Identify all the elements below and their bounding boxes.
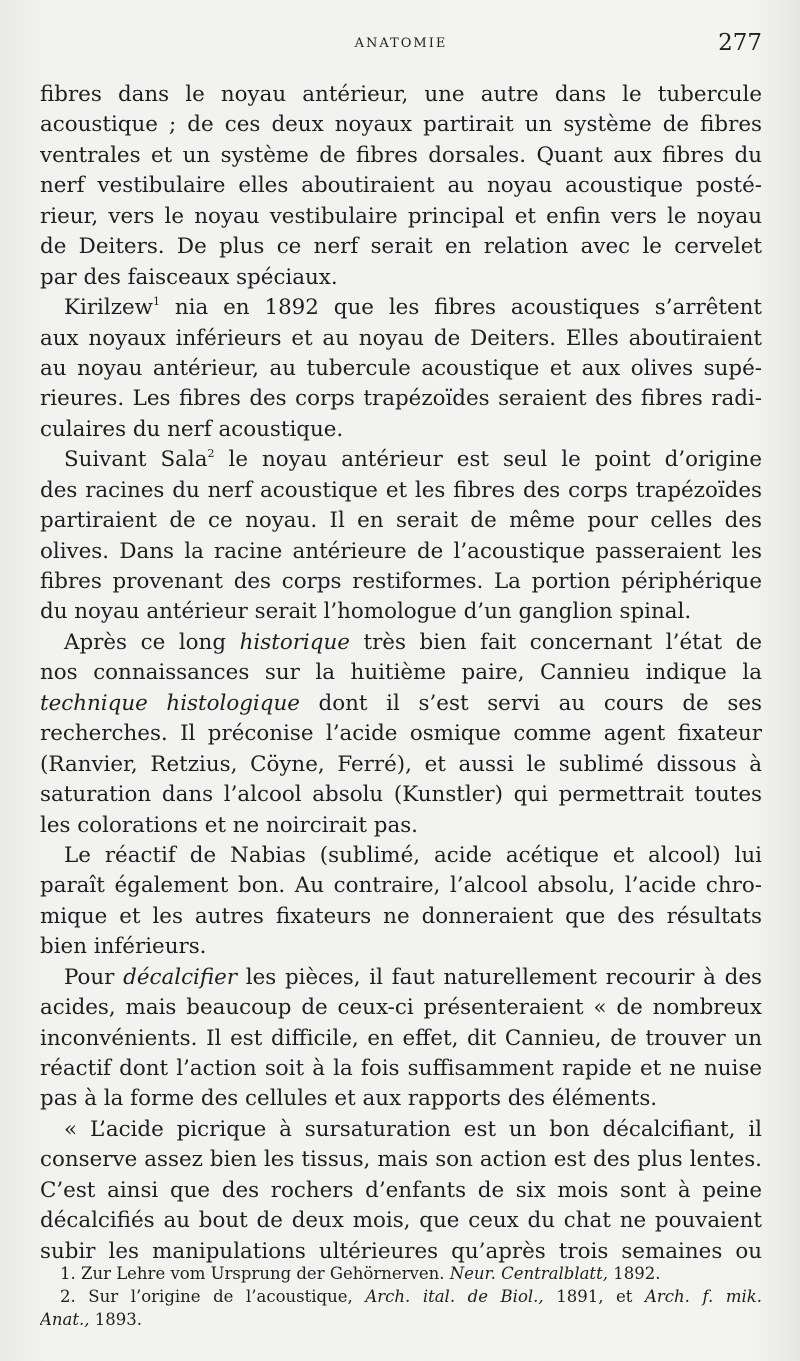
text-line: bien inférieurs. bbox=[40, 934, 207, 960]
text-line: subir les manipulations ultérieures qu’après trois semaines ou bbox=[40, 1238, 762, 1264]
page-number: 277 bbox=[718, 30, 762, 56]
footnote-1 bbox=[40, 1262, 762, 1285]
footnote-text: 2. Sur l’origine de l’acoustique, bbox=[60, 1287, 366, 1306]
text-line bbox=[40, 445, 762, 475]
journal-title: Arch. f. mik. bbox=[645, 1287, 762, 1306]
text-line: culaires du nerf acoustique. bbox=[40, 416, 344, 442]
text-line: « L’acide picrique à sursaturation est un bon décalcifiant, il bbox=[64, 1116, 762, 1142]
text-line bbox=[40, 963, 762, 993]
footnote-2 bbox=[40, 1285, 762, 1308]
text-line: Le réactif de Nabias (sublimé, acide acétique et alcool) lui bbox=[64, 842, 762, 868]
footnote-2-continued bbox=[40, 1308, 762, 1331]
text-line: (Ranvier, Retzius, Cöyne, Ferré), et aussi le sublimé dissous à bbox=[40, 751, 762, 777]
text-line: saturation dans l’alcool absolu (Kunstler) qui permettrait toutes bbox=[40, 782, 762, 808]
text-segment: très bien fait concernant l’état de bbox=[349, 629, 762, 655]
text-line: des racines du nerf acoustique et les fibres des corps trapézoïdes bbox=[40, 477, 762, 503]
text-line: olives. Dans la racine antérieure de l’acoustique passeraient les bbox=[40, 538, 762, 564]
text-line: recherches. Il préconise l’acide osmique comme agent fixateur bbox=[40, 721, 762, 747]
footnote-text: 1891, et bbox=[543, 1287, 645, 1306]
text-line bbox=[40, 628, 762, 658]
journal-title: Anat., bbox=[40, 1310, 90, 1329]
text-line: du noyau antérieur serait l’homologue d’un ganglion spinal. bbox=[40, 599, 692, 625]
text-line: décalcifiés au bout de deux mois, que ceux du chat ne pouvaient bbox=[40, 1208, 762, 1234]
text-line: pas à la forme des cellules et aux rapports des éléments. bbox=[40, 1086, 658, 1112]
italic-term: technique histologique bbox=[40, 690, 300, 716]
text-line: réactif dont l’action soit à la fois suffisamment rapide et ne nuise bbox=[40, 1056, 762, 1081]
text-line: les colorations et ne noircirait pas. bbox=[40, 812, 418, 838]
text-line: rieures. Les fibres des corps trapézoïdes seraient des fibres radi- bbox=[40, 386, 762, 412]
italic-term: historique bbox=[239, 629, 350, 655]
footnote-text: 1. Zur Lehre vom Ursprung der Gehörnerven. bbox=[60, 1264, 450, 1283]
text-line: fibres provenant des corps restiformes. La portion périphérique bbox=[40, 569, 762, 594]
text-segment: le noyau antérieur est seul le point d’origine bbox=[214, 447, 762, 473]
text-line: inconvénients. Il est difficile, en effet, dit Cannieu, de trouver un bbox=[40, 1025, 762, 1051]
text-line: au noyau antérieur, au tubercule acoustique et aux olives supé- bbox=[40, 355, 762, 381]
text-line: par des faisceaux spéciaux. bbox=[40, 264, 338, 290]
text-line: partiraient de ce noyau. Il en serait de même pour celles des bbox=[40, 508, 762, 534]
italic-term: décalcifier bbox=[123, 964, 238, 990]
text-line: acoustique ; de ces deux noyaux partirait un système de fibres bbox=[40, 112, 762, 138]
journal-title: Arch. ital. de Biol., bbox=[365, 1287, 544, 1306]
text-segment: Pour bbox=[64, 964, 124, 990]
text-line: rieur, vers le noyau vestibulaire principal et enfin vers le noyau bbox=[40, 203, 762, 229]
text-line bbox=[40, 689, 762, 719]
text-line: aux noyaux inférieurs et au noyau de Deiters. Elles aboutiraient bbox=[40, 325, 762, 351]
running-head: ANATOMIE bbox=[354, 36, 448, 51]
footnote-text: 1893. bbox=[89, 1310, 142, 1329]
footnote-text: 1892. bbox=[607, 1264, 661, 1283]
author-name: Kirilzew bbox=[64, 295, 153, 321]
text-line: nerf vestibulaire elles aboutiraient au noyau acoustique posté- bbox=[40, 173, 762, 199]
text-segment: les pièces, il faut naturellement recourir à des bbox=[237, 964, 762, 990]
text-line: conserve assez bien les tissus, mais son action est des plus lentes. bbox=[40, 1147, 762, 1173]
text-segment: dont il s’est servi au cours de ses bbox=[299, 690, 762, 716]
text-line: mique et les autres fixateurs ne donneraient que des résultats bbox=[40, 903, 762, 929]
footnote-ref: 2 bbox=[207, 447, 215, 461]
footnote-ref: 1 bbox=[152, 295, 160, 309]
footnotes bbox=[40, 1262, 762, 1331]
text-line: acides, mais beaucoup de ceux-ci présenteraient « de nombreux bbox=[40, 995, 762, 1021]
page-header bbox=[40, 30, 762, 60]
text-segment: nia en 1892 que les fibres acoustiques s’arrêtent bbox=[159, 295, 762, 321]
text-line bbox=[40, 293, 762, 323]
text-line: paraît également bon. Au contraire, l’alcool absolu, l’acide chro- bbox=[40, 873, 762, 899]
journal-title: Neur. Centralblatt, bbox=[449, 1264, 608, 1283]
text-line: C’est ainsi que des rochers d’enfants de six mois sont à peine bbox=[40, 1177, 762, 1203]
text-line: ventrales et un système de fibres dorsales. Quant aux fibres du bbox=[40, 142, 762, 168]
text-line: nos connaissances sur la huitième paire, Cannieu indique la bbox=[40, 660, 762, 686]
text-line: de Deiters. De plus ce nerf serait en relation avec le cervelet bbox=[40, 234, 762, 260]
text-line: fibres dans le noyau antérieur, une autre dans le tubercule bbox=[40, 82, 762, 107]
body-text bbox=[40, 80, 762, 1267]
author-name: Suivant Sala bbox=[64, 447, 208, 473]
text-segment: Après ce long bbox=[64, 629, 240, 655]
